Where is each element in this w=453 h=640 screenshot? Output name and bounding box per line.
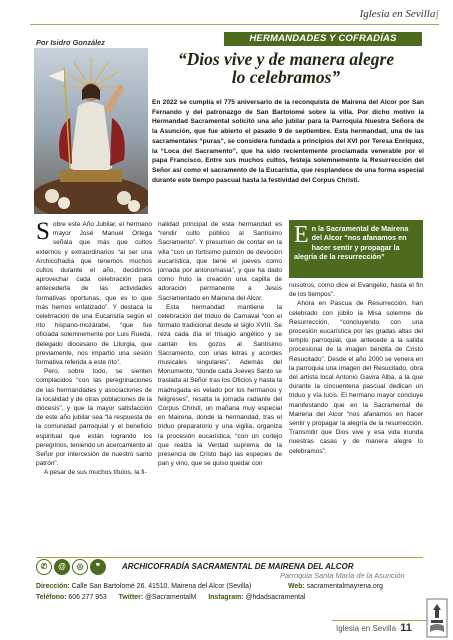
section-banner: HERMANDADES Y COFRADÍAS [224,32,422,46]
pull-quote-drop-cap: E [294,222,309,248]
twitter-label: Twitter: [118,594,144,601]
contact-divider [36,557,423,558]
archive-seal-icon [426,598,448,638]
resurrected-christ-photo [34,48,148,214]
contact-icons [36,559,106,575]
paragraph: nalidad principal de esta hermandad es “rendir culto público al Santísimo Sacramento”. Y presumen de contar en la villa “con un fortísimo pulmón de devoción eucarística, que tiene el jueves como jornada por antonomasia”, y que ha dado como fruto la creación una capilla de adoración permanente a Jesús Sacramentado en Mairena del Alcor. [158,221,282,302]
title-line-2: lo celebramos” [231,67,341,87]
phone-label: Teléfono: [36,594,67,601]
at-email-icon: @ [54,559,70,575]
instagram-handle[interactable]: @hdadsacramental [245,594,306,601]
phone-value: 606 277 953 [68,594,107,601]
pull-quote-text: n la Sacramental de Mairena del Alcor “nos afanamos en hacer sentir y propagar la alegría de la resurrección” [294,224,409,261]
resurrected-christ-image [34,48,148,214]
article-lead: En 2022 se cumplía el 775 aniversario de la reconquista de Mairena del Alcor por San Fernando y del patronazgo de San Bartolomé sobre la villa. Por dicho motivo la Hermandad Sacramental solicitó una año jubilar para la Parroquia Nuestra Señora de la Asunción, que fue abierto el pasado 9 de septiembre. Esta hermandad, una de las sacramentales “puras”, se considera fundada a principios del XVI por Teresa Enríquez, la “Loca del Sacramento”, que ha sido recientemente proclamada venerable por el papa Francisco. Entre sus muchos cultos, festeja solemnemente la Resurrección del Señor así como el sacramento de la Eucaristía, que resplandece de una forma especial durante este tiempo pascual hasta la festividad del Corpus Christi. [152,99,424,184]
org-subtitle: Parroquia Santa María de la Asunción [280,571,405,580]
page-footer [336,622,412,634]
article-column-2 [158,220,282,468]
paragraph: nosotros, como dice el Evangelio, hasta el fin de los tiempos”. [289,282,423,299]
title-line-1: “Dios vive y de manera alegre [177,49,395,69]
twitter-handle[interactable]: @SacramentalM [144,594,197,601]
header-divider [30,24,439,25]
web-link[interactable]: sacramentalmayrena.org [306,583,383,590]
pull-quote [289,220,423,278]
paragraph: Esta hermandad mantiene la celebración del triduo de Carnaval “con el formato tradicional desde el siglo XVIII. Se reza cada día el trisagio angélico y se cantan los gozos al Santísimo Sacramento, con unas letras y acordes musicales singulares”. Además del Monumento, “donde cada Jueves Santo se traslada al Señor tras los Oficios y hasta la madrugada es velado por los hermanos y feligreses”, resalta la jornada radiante del Corpus Christi, un mañana muy especial en Mairena, donde la hermandad, tras el triduo preparatorio y una vigilia, organiza la procesión eucarística, “con un cortejo que realza la Verdad suprema de la presencia de Cristo bajo las especies de pan y vino, que se quiso quedar con [158,303,282,468]
chat-bubbles-icon: ❞ [90,559,106,575]
address-value: Calle San Bartolomé 26. 41510. Mairena del Alcor (Sevilla) [71,583,252,590]
page-number: 11 [400,622,412,634]
phone-social-line [36,594,305,601]
instagram-label: Instagram: [208,594,244,601]
phone-icon: ✆ [36,559,52,575]
address-label: Dirección: [36,583,70,590]
address-line [36,583,251,590]
drop-cap: S [36,218,50,245]
page-footer-divider [332,620,432,621]
paragraph: Sobre este Año Jubilar, el hermano mayor José Manuel Ortega señala que más que cultos externos y extraordinarios “al ser una Archicofradía que tenemos muchos cultos durante el año, decidimos aprovechar cada celebración para antecederla de las actividades formativas oportunas, que es lo que más hemos enfatizado”. Y destaca la celebración de una Eucaristía según el rito hispano-mozárabe, “que fue oficiada solemnemente por Luis Rueda, delegado diocesano de Liturgia, que previamente, nos impartió una sesión formativa referida a este rito”. [36,218,152,367]
article-title [150,50,422,86]
paragraph: Pero, sobre todo, se sienten complacidos “con las peregrinaciones de las hermandades y asociaciones de la localidad y de otras poblaciones de la diócesis”, y que la mayor satisfacción de este año jubilar sea “la respuesta de la comunidad parroquial y el beneficio espiritual que están logrando los peregrinos, teniendo un acercamiento al Señor por intercesión de nuestro santo patrón”. [36,368,152,468]
paragraph: Ahora en Pascua de Resurrección, han celebrado con júbilo la Misa solemne de Resurrección, “concluyendo con una procesión eucarística por las gradas altas del templo parroquial, que antecede a la salida procesional de la imagen bendita de Cristo Resucitado”. Desde el año 2000 se venera en la parroquia una imagen del Resucitado, obra del artista local Antonio Gavira Alba, a la que durante la cincuentena pascual dedican un triduo y vía lucis. El hermano mayor concluye manifestando que en la Sacramental de Mairena del Alcor “nos afanamos en hacer sentir y propagar la alegría de la resurrección. Transmitir que Dios vive y esa vida inunda nuestras casas y de manera alegre lo celebramos”. [289,300,423,455]
paragraph: A pesar de sus muchos títulos, la fi- [44,469,147,477]
magazine-brand: Iglesia en Sevillaʃ [359,8,439,20]
org-name: ARCHICOFRADÍA SACRAMENTAL DE MAIRENA DEL ALCOR [122,562,354,571]
article-author: Por Isidro González [36,38,105,47]
article-column-3 [289,281,423,456]
web-line [288,583,383,590]
web-label: Web: [288,583,305,590]
web-globe-icon: ◎ [72,559,88,575]
article-column-1 [36,220,152,478]
brand-swoosh-icon: ʃ [435,8,439,20]
footer-brand: Iglesia en Sevilla [336,624,397,633]
